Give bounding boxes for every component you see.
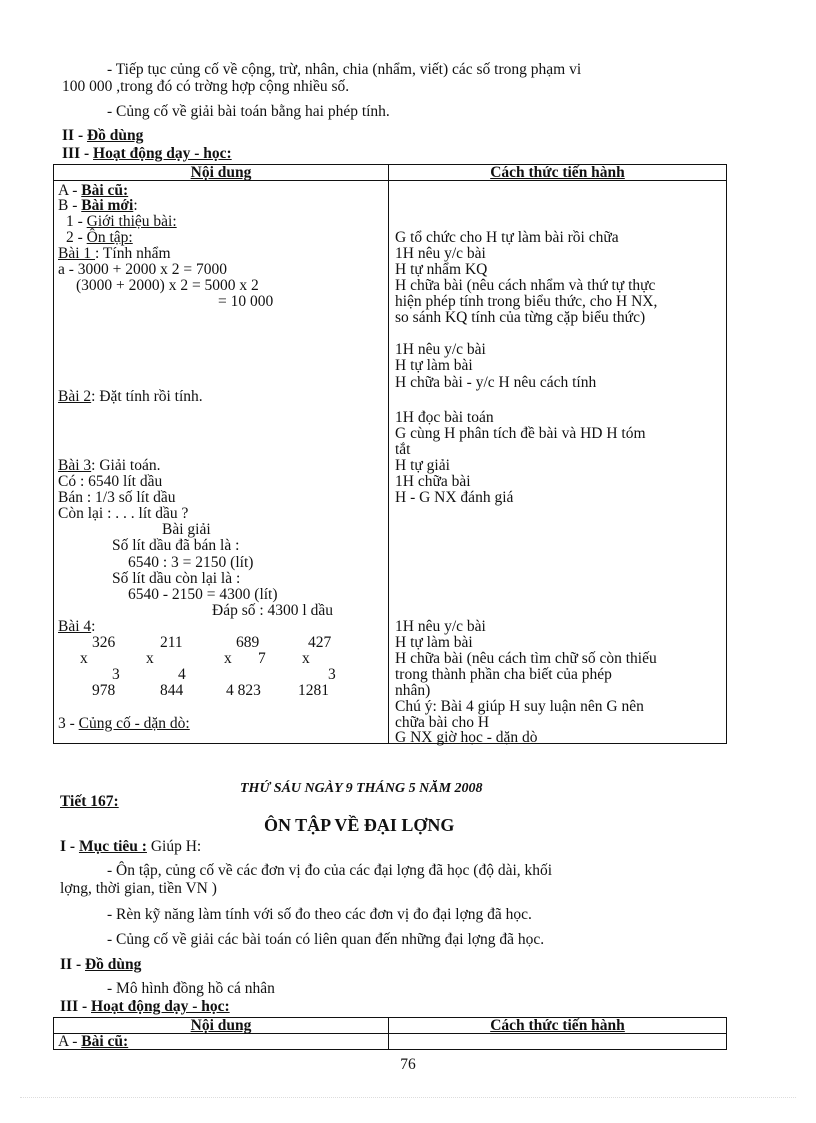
table1-left-cell: [54, 181, 389, 744]
lesson-table-1: [53, 164, 727, 744]
bai3-answer: Đáp số : 4300 l dầu: [212, 602, 333, 619]
method-line: 1H nêu y/c bài: [395, 618, 486, 635]
mult-2-res: 844: [160, 682, 184, 699]
mult-4-op: x: [302, 650, 310, 667]
table1-right-cell: [389, 181, 727, 744]
mult-1-res: 978: [92, 682, 116, 699]
method-line: G cùng H phân tích đề bài và HD H tóm: [395, 425, 646, 442]
bai3-sol-4: 6540 - 2150 = 4300 (lít): [128, 586, 278, 603]
section-2b-heading: II - Đồ dùng: [60, 956, 142, 973]
calc-line-1: a - 3000 + 2000 x 2 = 7000: [58, 261, 228, 278]
table2-header-method: Cách thức tiến hành: [389, 1018, 727, 1034]
mult-2-op: x: [146, 650, 154, 667]
table2-header-content: Nội dung: [54, 1018, 389, 1034]
mult-4-res: 1281: [298, 682, 329, 699]
section-3-heading: [62, 145, 232, 162]
b-new-lesson: B - Bài mới:: [58, 197, 138, 214]
objective-3: - Củng cố về giải các bài toán có liên quan đến những đại lợng đã học.: [107, 931, 545, 948]
calc-line-2: (3000 + 2000) x 2 = 5000 x 2: [76, 277, 259, 294]
mult-2-top: 211: [160, 634, 183, 651]
method-line: H chữa bài (nêu cách nhẩm và thứ tự thực: [395, 277, 656, 294]
lesson-title: ÔN TẬP VỀ ĐẠI LỢNG: [264, 815, 455, 835]
mult-1-op: x: [80, 650, 88, 667]
method-line: G NX giờ học - dặn dò: [395, 729, 538, 746]
intro-line-1a: - Tiếp tục củng cố về cộng, trừ, nhân, chia (nhẩm, viết) các số trong phạm vi: [107, 61, 582, 78]
method-line: H chữa bài - y/c H nêu cách tính: [395, 374, 597, 391]
section-3-title: Hoạt động dạy - học:: [93, 145, 232, 162]
date-heading: THỨ SÁU NGÀY 9 THÁNG 5 NĂM 2008: [240, 781, 483, 796]
lesson-number: Tiết 167:: [60, 793, 119, 810]
intro-line-2: - Củng cố về giải bài toán bằng hai phép tính.: [107, 103, 390, 120]
method-line: Chú ý: Bài 4 giúp H suy luận nên G nên: [395, 698, 644, 715]
review-item: 2 - Ôn tập:: [66, 229, 133, 246]
bai-3: Bài 3: Giải toán.: [58, 457, 161, 474]
mult-1-top: 326: [92, 634, 116, 651]
intro-item: 1 - Giới thiệu bài:: [66, 213, 177, 230]
tools-line: - Mô hình đồng hồ cá nhân: [107, 980, 275, 997]
method-line: H - G NX đánh giá: [395, 489, 514, 506]
section-3b-heading: III - Hoạt động dạy - học:: [60, 998, 230, 1015]
method-line: H tự nhẩm KQ: [395, 261, 488, 278]
objective-1a: - Ôn tập, củng cố về các đơn vị đo của các đại lợng đã học (độ dài, khối: [107, 862, 553, 879]
mult-3-top: 689: [236, 634, 260, 651]
method-line: 1H chữa bài: [395, 473, 471, 490]
method-line: 1H nêu y/c bài: [395, 245, 486, 262]
bai-2: Bài 2: Đặt tính rồi tính.: [58, 388, 203, 405]
calc-line-3: = 10 000: [218, 293, 274, 310]
section-2-title: Đồ dùng: [86, 127, 144, 144]
objective-2: - Rèn kỹ năng làm tính với số đo theo các đơn vị đo đại lợng đã học.: [107, 906, 532, 923]
method-line: G tổ chức cho H tự làm bài rồi chữa: [395, 229, 619, 246]
page-footer-divider: [20, 1097, 796, 1098]
section-2-label: II -: [62, 127, 87, 144]
objective-1b: lợng, thời gian, tiền VN ): [60, 880, 217, 897]
bai-1: Bài 1 : Tính nhẩm: [58, 245, 171, 262]
bai3-solution-title: Bài giải: [162, 521, 211, 538]
method-line: 1H nêu y/c bài: [395, 341, 486, 358]
section-3-label: III -: [62, 145, 94, 162]
method-line: nhân): [395, 682, 431, 699]
table2-right-cell: [389, 1034, 727, 1050]
bai3-ban: Bán : 1/3 số lít dầu: [58, 489, 176, 506]
method-line: H tự giải: [395, 457, 450, 474]
lesson-table-2: [53, 1017, 727, 1050]
table1-header-method: Cách thức tiến hành: [389, 165, 727, 181]
mult-4-by: 3: [328, 666, 336, 683]
table1-header-content: Nội dung: [54, 165, 389, 181]
method-line: so sánh KQ tính của từng cặp biểu thức): [395, 309, 646, 326]
method-line: H chữa bài (nêu cách tìm chữ số còn thiếu: [395, 650, 657, 667]
a-old-lesson: A - Bài cũ:: [58, 182, 129, 199]
bai3-co: Có : 6540 lít dầu: [58, 473, 163, 490]
mult-3-res: 4 823: [226, 682, 261, 699]
mult-1-by: 3: [112, 666, 120, 683]
consolidation: 3 - Củng cố - dặn dò:: [58, 715, 190, 732]
objectives-heading: I - Mục tiêu : Giúp H:: [60, 838, 202, 855]
section-2-heading: [62, 127, 143, 144]
method-line: H tự làm bài: [395, 357, 473, 374]
bai-4: Bài 4:: [58, 618, 96, 635]
page-number: 76: [400, 1056, 416, 1073]
mult-4-top: 427: [308, 634, 332, 651]
table2-left-cell: A - Bài cũ:: [54, 1034, 389, 1050]
mult-2-by: 4: [178, 666, 186, 683]
method-line: trong thành phần cha biết của phép: [395, 666, 612, 683]
bai3-sol-3: Số lít dầu còn lại là :: [112, 570, 241, 587]
method-line: H tự làm bài: [395, 634, 473, 651]
intro-line-1b: 100 000 ,trong đó có trờng hợp cộng nhiều số.: [62, 78, 350, 95]
method-line: chữa bài cho H: [395, 714, 490, 731]
mult-3-by: 7: [258, 650, 266, 667]
bai3-sol-1: Số lít dầu đã bán là :: [112, 537, 240, 554]
mult-3-op: x: [224, 650, 232, 667]
method-line: 1H đọc bài toán: [395, 409, 494, 426]
method-line: hiện phép tính trong biểu thức, cho H NX,: [395, 293, 658, 310]
bai3-conlai: Còn lại : . . . lít dầu ?: [58, 505, 189, 522]
method-line: tắt: [395, 441, 411, 458]
bai3-sol-2: 6540 : 3 = 2150 (lít): [128, 554, 254, 571]
